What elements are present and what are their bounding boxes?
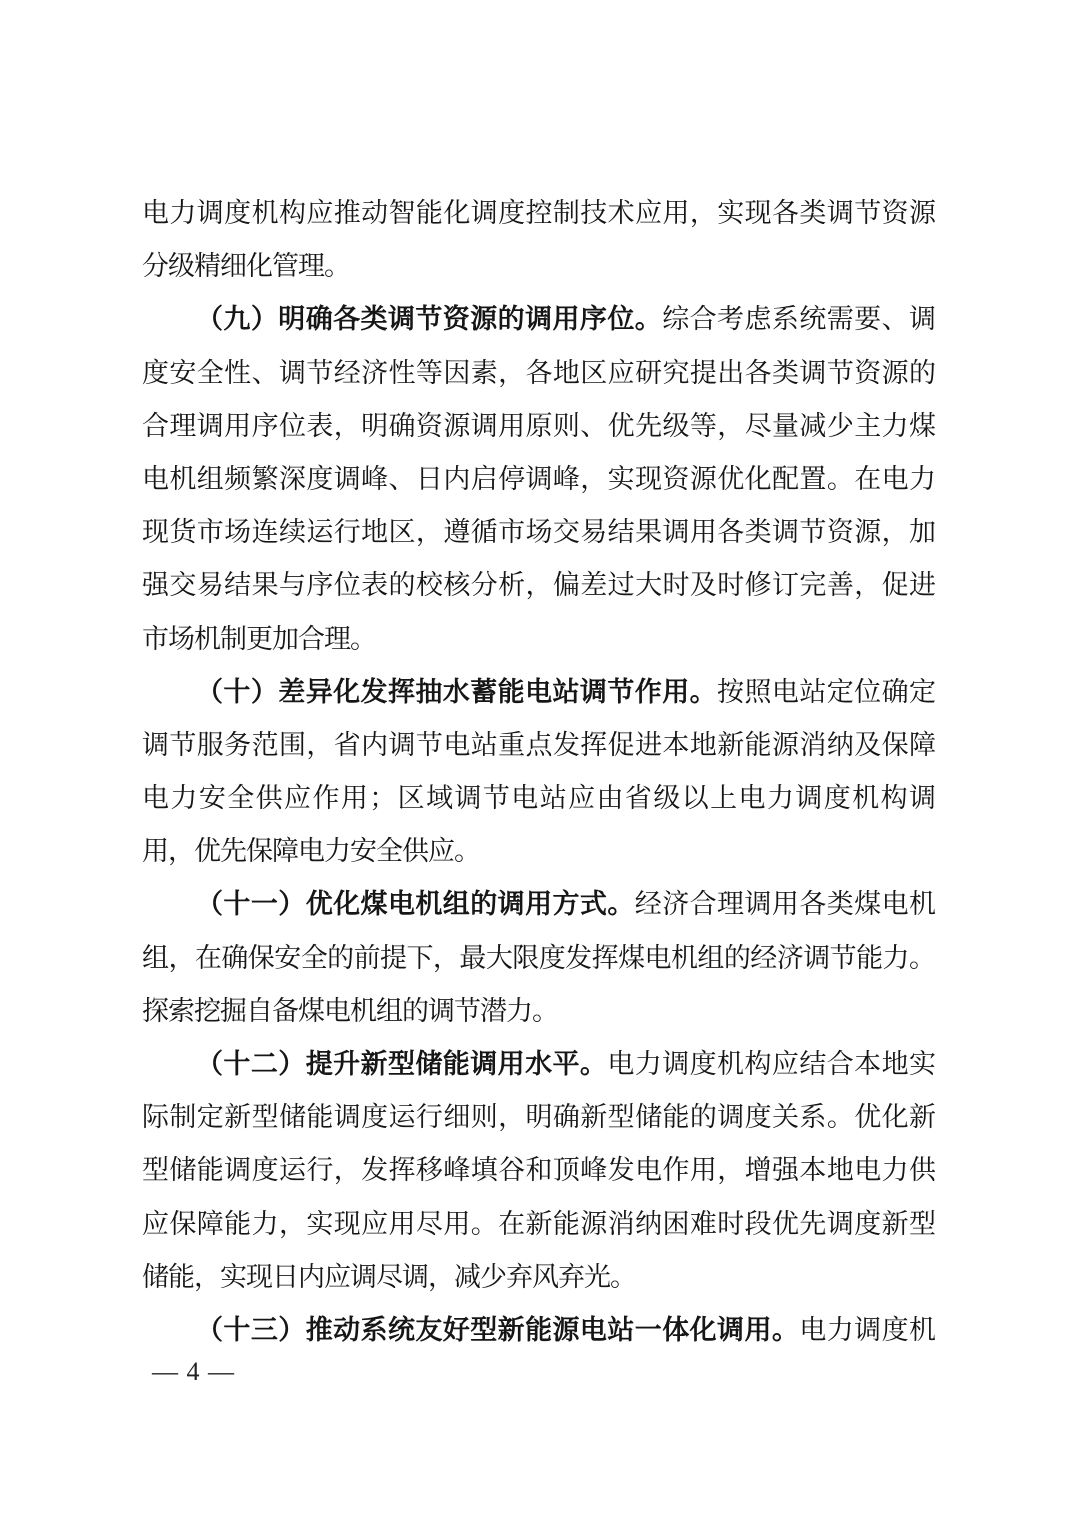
text-line <box>142 666 935 719</box>
text-line <box>142 1144 935 1197</box>
text-line <box>142 1198 935 1251</box>
heading-segment: （十一）优化煤电机组的调用方式。 <box>196 889 635 920</box>
heading-segment: （十二）提升新型储能调用水平。 <box>196 1049 608 1079</box>
body-segment: 电力安全供应作用；区域调节电站应由省级以上电力调度机构调 <box>142 783 935 814</box>
page-number: — 4 — <box>152 1357 235 1386</box>
body-segment: 电力调度机构应结合本地实 <box>607 1049 935 1079</box>
text-line <box>142 1038 935 1091</box>
text-line <box>142 1304 935 1357</box>
text-line <box>142 347 935 400</box>
document-body <box>142 187 935 1357</box>
text-line <box>142 825 935 878</box>
body-segment: 市场机制更加合理。 <box>142 623 376 654</box>
body-segment: 组，在确保安全的前提下，最大限度发挥煤电机组的经济调节能力。 <box>142 942 935 973</box>
heading-segment: （十）差异化发挥抽水蓄能电站调节作用。 <box>196 676 718 707</box>
text-line <box>142 506 935 559</box>
body-segment: 综合考虑系统需要、调 <box>662 304 935 335</box>
text-line <box>142 772 935 825</box>
body-segment: 型储能调度运行，发挥移峰填谷和顶峰发电作用，增强本地电力供 <box>142 1155 935 1186</box>
body-segment: 经济合理调用各类煤电机 <box>634 889 935 920</box>
body-segment: 现货市场连续运行地区，遵循市场交易结果调用各类调节资源，加 <box>142 517 935 548</box>
text-line <box>142 559 935 612</box>
body-segment: 电机组频繁深度调峰、日内启停调峰，实现资源优化配置。在电力 <box>142 463 935 494</box>
body-segment: 应保障能力，实现应用尽用。在新能源消纳困难时段优先调度新型 <box>142 1208 935 1239</box>
text-line <box>142 719 935 772</box>
text-line <box>142 985 935 1038</box>
heading-segment: （九）明确各类调节资源的调用序位。 <box>196 304 663 335</box>
body-segment: 按照电站定位确定 <box>717 676 935 707</box>
body-segment: 储能，实现日内应调尽调，减少弃风弃光。 <box>142 1261 636 1292</box>
text-line <box>142 878 935 931</box>
text-line <box>142 932 935 985</box>
body-segment: 用，优先保障电力安全供应。 <box>142 836 480 867</box>
body-segment: 际制定新型储能调度运行细则，明确新型储能的调度关系。优化新 <box>142 1102 935 1133</box>
text-line <box>142 400 935 453</box>
body-segment: 调节服务范围，省内调节电站重点发挥促进本地新能源消纳及保障 <box>142 729 935 760</box>
text-line <box>142 240 935 293</box>
text-line <box>142 1091 935 1144</box>
body-segment: 电力调度机 <box>799 1314 935 1345</box>
body-segment: 强交易结果与序位表的校核分析，偏差过大时及时修订完善，促进 <box>142 570 935 601</box>
body-segment: 度安全性、调节经济性等因素，各地区应研究提出各类调节资源的 <box>142 357 935 388</box>
body-segment: 合理调用序位表，明确资源调用原则、优先级等，尽量减少主力煤 <box>142 410 935 441</box>
heading-segment: （十三）推动系统友好型新能源电站一体化调用。 <box>196 1314 800 1345</box>
body-segment: 探索挖掘自备煤电机组的调节潜力。 <box>142 995 558 1026</box>
text-line <box>142 453 935 506</box>
body-segment: 电力调度机构应推动智能化调度控制技术应用，实现各类调节资源 <box>142 198 935 228</box>
text-line <box>142 187 935 240</box>
text-line <box>142 293 935 346</box>
body-segment: 分级精细化管理。 <box>142 251 350 282</box>
text-line <box>142 1251 935 1304</box>
text-line <box>142 613 935 666</box>
